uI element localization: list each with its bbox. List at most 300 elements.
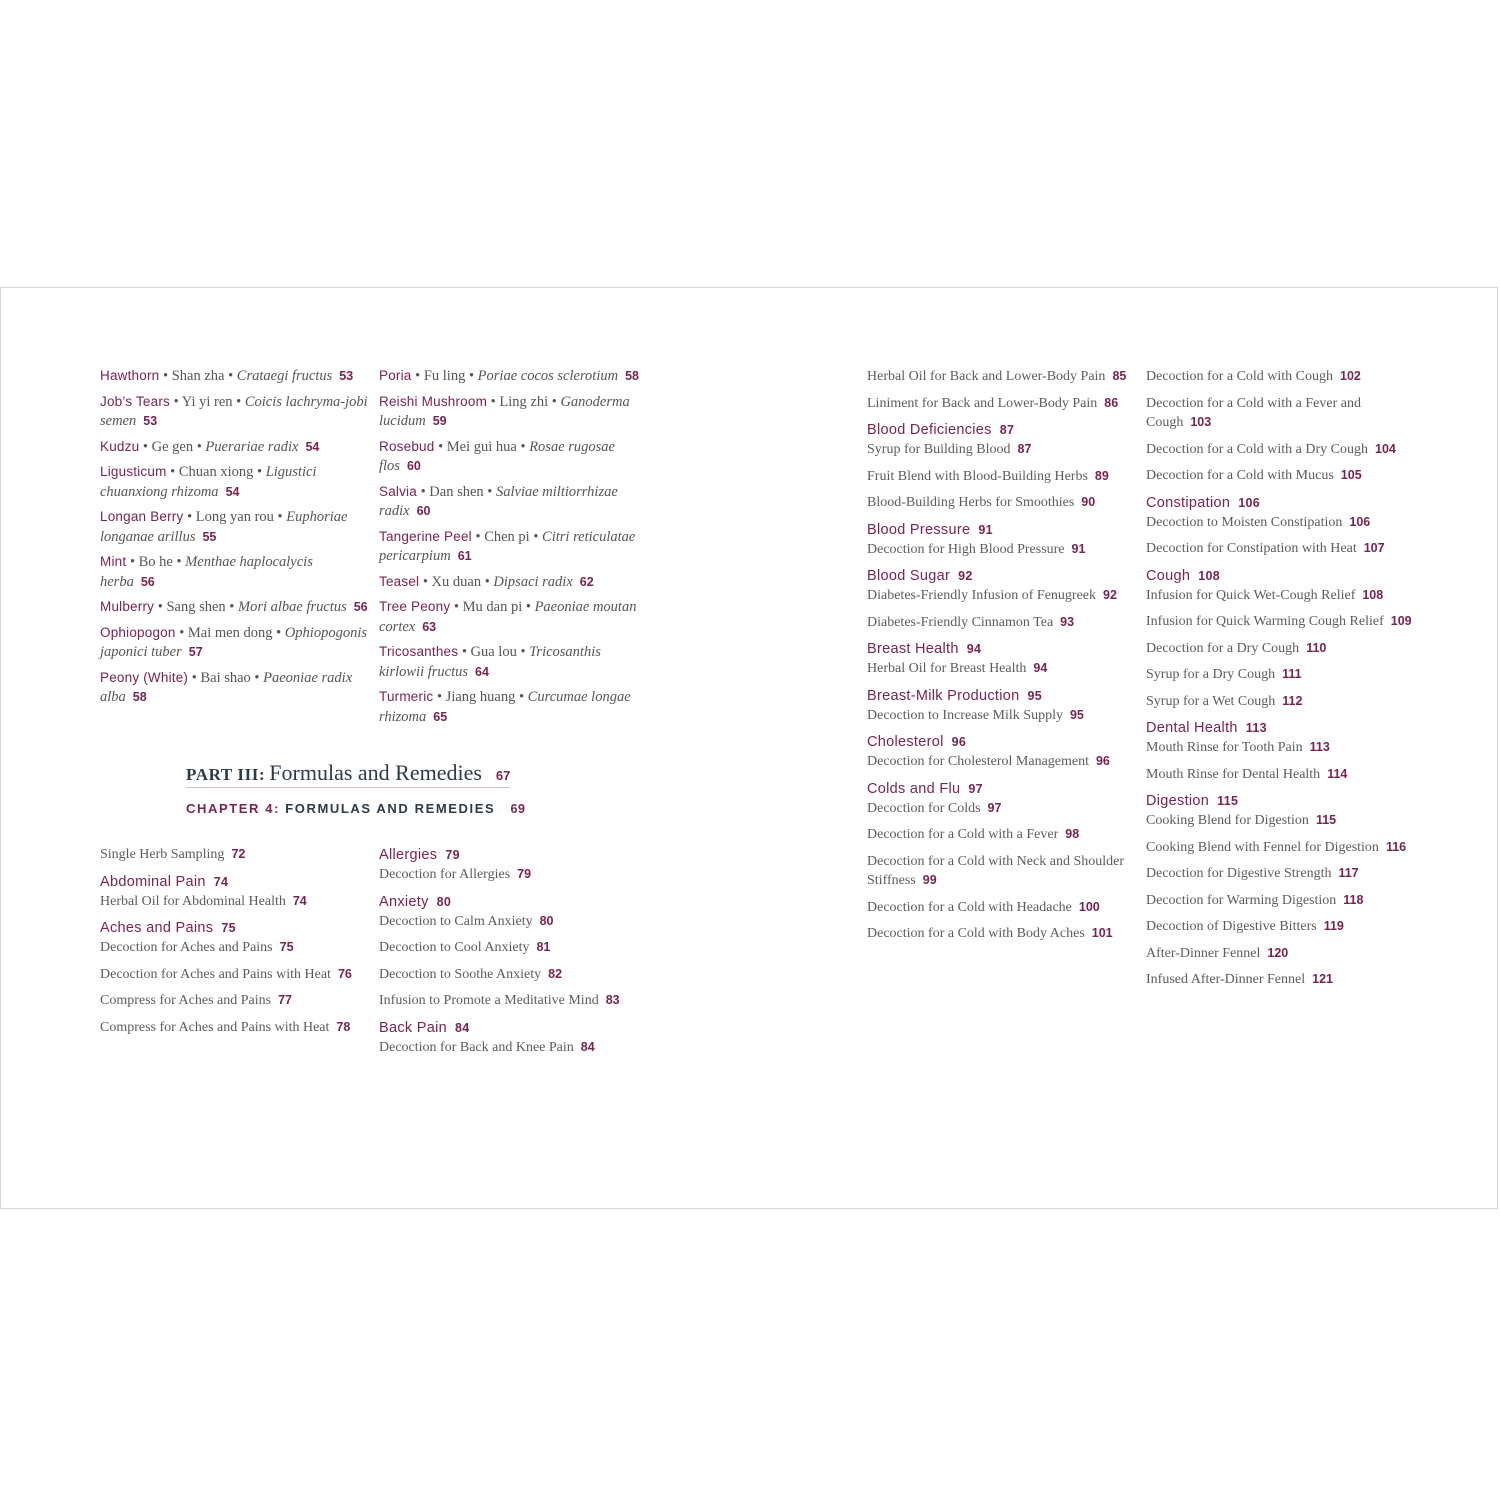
remedy-entry[interactable] xyxy=(1146,970,1416,990)
page-number: 74 xyxy=(292,893,307,908)
category-title: Constipation xyxy=(1146,494,1231,511)
chapter-title: FORMULAS AND REMEDIES xyxy=(285,801,496,816)
remedy-title: Fruit Blend with Blood-Building Herbs xyxy=(867,468,1088,484)
category-title: Back Pain xyxy=(379,1019,447,1036)
page-number: 86 xyxy=(1104,395,1119,410)
herb-latin-name: Poriae cocos sclerotium xyxy=(477,368,619,384)
page-number: 90 xyxy=(1081,495,1096,509)
herb-entry[interactable] xyxy=(379,437,649,477)
remedy-title: Decoction for High Blood Pressure xyxy=(867,541,1065,557)
remedy-title: Syrup for a Wet Cough xyxy=(1146,693,1276,709)
remedy-category xyxy=(379,845,649,885)
page-number: 59 xyxy=(432,414,447,428)
page-number: 108 xyxy=(1362,587,1384,602)
page-number: 117 xyxy=(1338,866,1359,880)
remedy-entry[interactable] xyxy=(867,659,1137,679)
page-number: 113 xyxy=(1245,721,1267,735)
herb-latin-name: Menthae haplocalycis herba xyxy=(100,554,313,590)
page-number: 74 xyxy=(213,874,229,889)
herb-entry[interactable] xyxy=(100,437,370,458)
remedy-title: Decoction for Back and Knee Pain xyxy=(379,1039,574,1055)
page-number: 75 xyxy=(279,940,294,954)
remedy-entry[interactable] xyxy=(867,898,1137,918)
herb-name: Poria xyxy=(379,368,412,383)
category-title: Blood Pressure xyxy=(867,521,971,538)
remedy-title: Decoction for Colds xyxy=(867,800,981,816)
category-title: Blood Deficiencies xyxy=(867,422,992,438)
remedy-entry[interactable] xyxy=(867,467,1137,487)
remedy-entry[interactable] xyxy=(867,924,1137,944)
herb-latin-name: Puerariae radix xyxy=(205,438,299,455)
category-heading[interactable] xyxy=(867,420,1137,440)
remedy-title: Single Herb Sampling xyxy=(100,847,225,862)
remedy-title: Mouth Rinse for Dental Health xyxy=(1146,766,1321,782)
remedy-entry[interactable] xyxy=(867,852,1137,891)
herb-entry[interactable] xyxy=(379,687,649,727)
remedy-category xyxy=(1146,367,1416,486)
herb-pinyin: • Chen pi • xyxy=(471,528,543,545)
category-heading[interactable] xyxy=(1146,493,1416,513)
page-number: 63 xyxy=(422,619,437,634)
page-number: 56 xyxy=(353,600,368,614)
herb-pinyin: • Shan zha • xyxy=(159,368,234,384)
part-page-number: 67 xyxy=(495,768,511,783)
page-number: 57 xyxy=(188,645,203,659)
category-heading[interactable] xyxy=(379,892,649,912)
page-number: 80 xyxy=(436,894,452,909)
page-number: 92 xyxy=(958,569,973,583)
herb-entry[interactable] xyxy=(379,642,649,682)
category-heading[interactable] xyxy=(1146,718,1416,738)
remedy-entry[interactable] xyxy=(867,706,1137,726)
remedy-category xyxy=(1146,718,1416,784)
remedy-title: Decoction to Moisten Constipation xyxy=(1146,514,1343,530)
remedy-title: Liniment for Back and Lower-Body Pain xyxy=(867,395,1098,411)
category-heading[interactable] xyxy=(1146,791,1416,811)
remedy-category xyxy=(867,566,1137,632)
remedy-category xyxy=(867,732,1137,772)
remedy-entry[interactable] xyxy=(1146,891,1416,911)
page-number: 84 xyxy=(580,1039,595,1054)
herb-pinyin: • Xu duan • xyxy=(419,573,494,590)
herb-pinyin: • Gua lou • xyxy=(458,644,526,660)
remedy-entry[interactable] xyxy=(1146,639,1416,659)
remedy-entry[interactable] xyxy=(867,825,1137,845)
category-heading[interactable] xyxy=(379,845,649,865)
page-number: 87 xyxy=(1017,442,1032,456)
remedy-entry[interactable] xyxy=(100,892,370,912)
page-number: 112 xyxy=(1282,693,1303,708)
herb-pinyin: • Mai men dong • xyxy=(175,624,282,641)
remedy-title: Cooking Blend with Fennel for Digestion xyxy=(1146,839,1379,855)
remedy-column-4 xyxy=(1146,367,1416,997)
page-number: 119 xyxy=(1323,919,1344,933)
remedy-entry[interactable] xyxy=(379,865,649,885)
page-number: 100 xyxy=(1078,899,1100,914)
remedy-entry[interactable] xyxy=(1146,692,1416,712)
remedy-category xyxy=(867,779,1137,944)
herb-pinyin: • Jiang huang • xyxy=(433,689,525,705)
remedy-title: Herbal Oil for Abdominal Health xyxy=(100,893,286,909)
remedy-entry[interactable] xyxy=(100,845,370,865)
remedy-entry[interactable] xyxy=(379,912,649,932)
page-number: 99 xyxy=(922,873,937,887)
remedy-category xyxy=(867,520,1137,560)
herb-pinyin: • Ge gen • xyxy=(139,438,206,455)
herb-latin-name: Paeoniae moutan cortex xyxy=(379,599,637,635)
remedy-title: Decoction for a Cold with a Fever xyxy=(867,827,1059,842)
herb-entry[interactable] xyxy=(100,597,370,618)
herb-entry[interactable] xyxy=(379,572,649,593)
herb-latin-name: Crataegi fructus xyxy=(236,368,333,384)
page-number: 60 xyxy=(416,504,431,518)
herb-entry[interactable] xyxy=(379,597,649,637)
remedy-title: Decoction of Digestive Bitters xyxy=(1146,919,1317,934)
page-number: 113 xyxy=(1309,740,1330,754)
herb-name: Tricosanthes xyxy=(379,644,459,659)
page-number: 78 xyxy=(336,1019,351,1034)
herb-entry[interactable] xyxy=(379,366,649,387)
category-heading[interactable] xyxy=(1146,566,1416,586)
page-number: 79 xyxy=(445,848,460,862)
page-number: 105 xyxy=(1340,468,1362,482)
page-number: 115 xyxy=(1217,794,1239,808)
remedy-category xyxy=(100,845,370,865)
remedy-entry[interactable] xyxy=(1146,394,1416,433)
remedy-category xyxy=(1146,791,1416,990)
remedy-title: Decoction for a Cold with Body Aches xyxy=(867,926,1085,941)
page-number: 79 xyxy=(517,867,532,881)
herb-latin-name: Salviae miltiorrhizae radix xyxy=(379,483,618,519)
herb-latin-name: Mori albae fructus xyxy=(237,599,347,615)
herb-latin-name: Euphoriae longanae arillus xyxy=(100,509,348,545)
page-number: 81 xyxy=(536,940,551,954)
remedy-column-2 xyxy=(379,845,649,1064)
remedy-title: Herbal Oil for Back and Lower-Body Pain xyxy=(867,369,1106,384)
page-number: 110 xyxy=(1306,640,1327,655)
remedy-entry[interactable] xyxy=(867,394,1137,414)
herb-pinyin: • Bo he • xyxy=(126,554,186,570)
remedy-category xyxy=(1146,566,1416,712)
herb-pinyin: • Ling zhi • xyxy=(487,393,557,410)
herb-pinyin: • Dan shen • xyxy=(416,483,496,500)
remedy-entry[interactable] xyxy=(1146,765,1416,785)
remedy-title: Infusion for Quick Warming Cough Relief xyxy=(1146,614,1384,629)
page-number: 77 xyxy=(278,993,292,1007)
remedy-category xyxy=(867,639,1137,679)
remedy-entry[interactable] xyxy=(1146,738,1416,758)
page-number: 104 xyxy=(1375,441,1396,456)
page-number: 58 xyxy=(625,369,639,383)
herb-latin-name: Dipsaci radix xyxy=(493,573,573,590)
page-number: 62 xyxy=(579,574,594,589)
remedy-category xyxy=(379,892,649,1011)
herb-entry[interactable] xyxy=(100,366,370,387)
page-number: 118 xyxy=(1343,892,1364,907)
category-heading[interactable] xyxy=(867,639,1137,659)
herb-name: Tangerine Peel xyxy=(379,528,472,544)
remedy-title: Mouth Rinse for Tooth Pain xyxy=(1146,740,1303,755)
page-number: 87 xyxy=(999,423,1015,437)
herb-name: Turmeric xyxy=(379,689,434,704)
herb-pinyin: • Mei gui hua • xyxy=(434,438,526,455)
remedy-title: After-Dinner Fennel xyxy=(1146,945,1261,961)
page-number: 108 xyxy=(1198,568,1220,583)
category-title: Blood Sugar xyxy=(867,568,951,584)
remedy-entry[interactable] xyxy=(379,938,649,958)
remedy-entry[interactable] xyxy=(1146,838,1416,858)
herb-name: Rosebud xyxy=(379,438,435,454)
remedy-title: Compress for Aches and Pains xyxy=(100,993,272,1008)
page-number: 95 xyxy=(1027,688,1042,703)
page-number: 75 xyxy=(221,921,236,935)
herb-entry[interactable] xyxy=(379,392,649,432)
remedy-column-3 xyxy=(867,367,1137,951)
remedy-entry[interactable] xyxy=(1146,864,1416,884)
remedy-entry[interactable] xyxy=(867,586,1137,606)
category-title: Abdominal Pain xyxy=(100,873,206,890)
page-number: 91 xyxy=(1071,541,1086,556)
herb-pinyin: • Yi yi ren • xyxy=(170,393,245,410)
remedy-title: Herbal Oil for Breast Health xyxy=(867,661,1027,676)
remedy-entry[interactable] xyxy=(100,1018,370,1038)
page-number: 56 xyxy=(140,574,155,589)
category-title: Colds and Flu xyxy=(867,780,961,797)
page-number: 94 xyxy=(966,642,982,656)
herb-entry[interactable] xyxy=(100,392,370,432)
herb-list-left xyxy=(100,366,370,713)
page-number: 107 xyxy=(1363,541,1385,555)
page-number: 60 xyxy=(406,459,421,473)
page-number: 102 xyxy=(1340,369,1361,383)
remedy-title: Decoction for a Cold with a Fever and Cough xyxy=(1146,395,1361,430)
page-number: 97 xyxy=(968,781,983,796)
herb-entry[interactable] xyxy=(100,552,370,592)
remedy-entry[interactable] xyxy=(1146,513,1416,533)
page-number: 91 xyxy=(978,522,993,537)
category-title: Allergies xyxy=(379,847,438,863)
page-number: 106 xyxy=(1349,514,1371,529)
remedy-entry[interactable] xyxy=(867,493,1137,513)
page-number: 115 xyxy=(1315,813,1337,827)
category-heading[interactable] xyxy=(100,872,370,892)
remedy-category xyxy=(1146,493,1416,559)
herb-name: Reishi Mushroom xyxy=(379,393,488,409)
herb-pinyin: • Fu ling • xyxy=(411,368,478,384)
remedy-title: Decoction for a Cold with a Dry Cough xyxy=(1146,441,1369,457)
category-heading[interactable] xyxy=(867,566,1137,586)
herb-pinyin: • Chuan xiong • xyxy=(166,464,263,480)
remedy-column-1 xyxy=(100,845,370,1044)
category-heading[interactable] xyxy=(867,520,1137,540)
remedy-category xyxy=(867,367,1137,413)
page-number: 96 xyxy=(1095,754,1110,768)
remedy-title: Syrup for Building Blood xyxy=(867,442,1011,457)
page-number: 97 xyxy=(987,800,1002,815)
remedy-category xyxy=(867,420,1137,513)
category-heading[interactable] xyxy=(867,732,1137,752)
herb-name: Longan Berry xyxy=(100,509,184,524)
category-heading[interactable] xyxy=(379,1018,649,1038)
remedy-category xyxy=(379,1018,649,1058)
page-number: 98 xyxy=(1065,827,1080,841)
category-title: Cough xyxy=(1146,567,1191,584)
remedy-category xyxy=(867,686,1137,726)
herb-latin-name: Ganoderma lucidum xyxy=(379,393,630,429)
category-title: Cholesterol xyxy=(867,734,944,750)
remedy-entry[interactable] xyxy=(1146,539,1416,559)
herb-name: Mint xyxy=(100,554,127,569)
remedy-title: Decoction to Soothe Anxiety xyxy=(379,966,542,982)
remedy-entry[interactable] xyxy=(1146,917,1416,937)
herb-pinyin: • Sang shen • xyxy=(154,599,235,615)
page-number: 116 xyxy=(1385,839,1407,854)
remedy-title: Decoction for Allergies xyxy=(379,867,511,882)
herb-name: Ligusticum xyxy=(100,464,167,479)
remedy-entry[interactable] xyxy=(100,938,370,958)
page-number: 54 xyxy=(225,484,240,499)
remedy-title: Syrup for a Dry Cough xyxy=(1146,667,1276,682)
remedy-title: Decoction for Aches and Pains with Heat xyxy=(100,966,331,982)
herb-name: Salvia xyxy=(379,483,417,499)
page-number: 95 xyxy=(1069,707,1084,722)
page-number: 76 xyxy=(337,966,352,981)
remedy-entry[interactable] xyxy=(1146,586,1416,606)
remedy-category xyxy=(100,918,370,1037)
page-number: 58 xyxy=(132,690,147,704)
remedy-entry[interactable] xyxy=(1146,612,1416,632)
part-heading[interactable] xyxy=(186,760,510,788)
remedy-title: Compress for Aches and Pains with Heat xyxy=(100,1019,330,1035)
page-number: 53 xyxy=(143,414,158,428)
herb-entry[interactable] xyxy=(100,462,370,502)
remedy-title: Infused After-Dinner Fennel xyxy=(1146,972,1306,987)
herb-pinyin: • Long yan rou • xyxy=(183,509,283,525)
page-number: 65 xyxy=(433,709,448,724)
part-label: PART III: xyxy=(186,765,266,784)
herb-entry[interactable] xyxy=(379,482,649,522)
remedy-title: Decoction for a Cold with Headache xyxy=(867,899,1072,915)
remedy-entry[interactable] xyxy=(100,991,370,1011)
page-number: 85 xyxy=(1112,369,1127,383)
herb-latin-name: Rosae rugosae flos xyxy=(379,438,615,474)
remedy-entry[interactable] xyxy=(867,752,1137,772)
remedy-entry[interactable] xyxy=(1146,811,1416,831)
herb-name: Teasel xyxy=(379,573,420,589)
herb-pinyin: • Bai shao • xyxy=(188,669,260,686)
category-title: Digestion xyxy=(1146,793,1210,809)
page-number: 96 xyxy=(951,735,967,749)
category-title: Dental Health xyxy=(1146,720,1238,736)
remedy-title: Infusion for Quick Wet-Cough Relief xyxy=(1146,587,1356,603)
remedy-entry[interactable] xyxy=(1146,944,1416,964)
remedy-title: Decoction for a Dry Cough xyxy=(1146,640,1300,656)
remedy-entry[interactable] xyxy=(867,540,1137,560)
remedy-title: Infusion to Promote a Meditative Mind xyxy=(379,993,599,1008)
page-number: 106 xyxy=(1238,495,1260,510)
category-title: Aches and Pains xyxy=(100,920,214,936)
category-heading[interactable] xyxy=(867,779,1137,799)
herb-latin-name: Paeoniae radix alba xyxy=(100,669,353,705)
remedy-title: Decoction for Digestive Strength xyxy=(1146,866,1332,881)
remedy-entry[interactable] xyxy=(379,1038,649,1058)
category-title: Breast-Milk Production xyxy=(867,687,1020,704)
page-number: 89 xyxy=(1094,468,1109,483)
chapter-label: CHAPTER 4: xyxy=(186,801,281,816)
remedy-entry[interactable] xyxy=(1146,665,1416,685)
chapter-heading[interactable] xyxy=(186,801,525,816)
remedy-title: Decoction for a Cold with Mucus xyxy=(1146,468,1334,483)
remedy-title: Decoction to Increase Milk Supply xyxy=(867,707,1063,723)
herb-entry[interactable] xyxy=(100,507,370,547)
herb-latin-name: Coicis lachryma-jobi semen xyxy=(100,393,368,429)
remedy-title: Decoction for Cholesterol Management xyxy=(867,754,1089,769)
herb-name: Mulberry xyxy=(100,599,155,614)
part-title: Formulas and Remedies xyxy=(269,760,482,785)
remedy-entry[interactable] xyxy=(379,991,649,1011)
herb-latin-name: Citri reticulatae pericarpium xyxy=(379,528,636,564)
remedy-entry[interactable] xyxy=(100,965,370,985)
remedy-title: Blood-Building Herbs for Smoothies xyxy=(867,495,1075,510)
page-number: 120 xyxy=(1267,945,1289,960)
herb-entry[interactable] xyxy=(100,668,370,708)
remedy-title: Diabetes-Friendly Infusion of Fenugreek xyxy=(867,588,1096,603)
page-number: 80 xyxy=(539,913,554,928)
page-number: 121 xyxy=(1312,972,1333,986)
remedy-title: Cooking Blend for Digestion xyxy=(1146,813,1309,828)
remedy-entry[interactable] xyxy=(867,799,1137,819)
remedy-entry[interactable] xyxy=(379,965,649,985)
page-number: 94 xyxy=(1033,661,1048,675)
remedy-title: Decoction for Warming Digestion xyxy=(1146,892,1337,908)
herb-name: Job’s Tears xyxy=(100,393,170,409)
herb-entry[interactable] xyxy=(379,527,649,567)
herb-latin-name: Ophiopogonis japonici tuber xyxy=(100,624,367,660)
herb-latin-name: Curcumae longae rhizoma xyxy=(379,689,631,725)
remedy-entry[interactable] xyxy=(1146,367,1416,387)
herb-name: Tree Peony xyxy=(379,599,451,614)
page-number: 111 xyxy=(1282,667,1302,681)
page-number: 72 xyxy=(231,847,246,861)
category-title: Anxiety xyxy=(379,893,429,910)
herb-name: Hawthorn xyxy=(100,368,160,383)
page-number: 55 xyxy=(202,529,217,544)
page-number: 64 xyxy=(475,664,489,679)
page-number: 93 xyxy=(1060,614,1075,629)
category-heading[interactable] xyxy=(100,918,370,938)
remedy-entry[interactable] xyxy=(1146,466,1416,486)
remedy-title: Decoction for a Cold with Neck and Shoulder Stiffness xyxy=(867,853,1124,888)
remedy-entry[interactable] xyxy=(1146,440,1416,460)
page-number: 54 xyxy=(305,439,320,454)
herb-entry[interactable] xyxy=(100,623,370,663)
page-number: 109 xyxy=(1390,614,1412,628)
remedy-entry[interactable] xyxy=(867,440,1137,460)
remedy-entry[interactable] xyxy=(867,613,1137,633)
remedy-title: Decoction for Constipation with Heat xyxy=(1146,541,1357,556)
chapter-page-number: 69 xyxy=(510,802,526,816)
remedy-entry[interactable] xyxy=(867,367,1137,387)
remedy-category xyxy=(100,872,370,912)
page-number: 84 xyxy=(455,1020,470,1035)
page-number: 103 xyxy=(1190,415,1212,429)
page-number: 92 xyxy=(1103,588,1117,602)
herb-name: Peony (White) xyxy=(100,669,189,685)
remedy-title: Decoction to Cool Anxiety xyxy=(379,940,530,955)
category-heading[interactable] xyxy=(867,686,1137,706)
remedy-title: Decoction for a Cold with Cough xyxy=(1146,369,1334,384)
page-number: 53 xyxy=(339,369,354,383)
